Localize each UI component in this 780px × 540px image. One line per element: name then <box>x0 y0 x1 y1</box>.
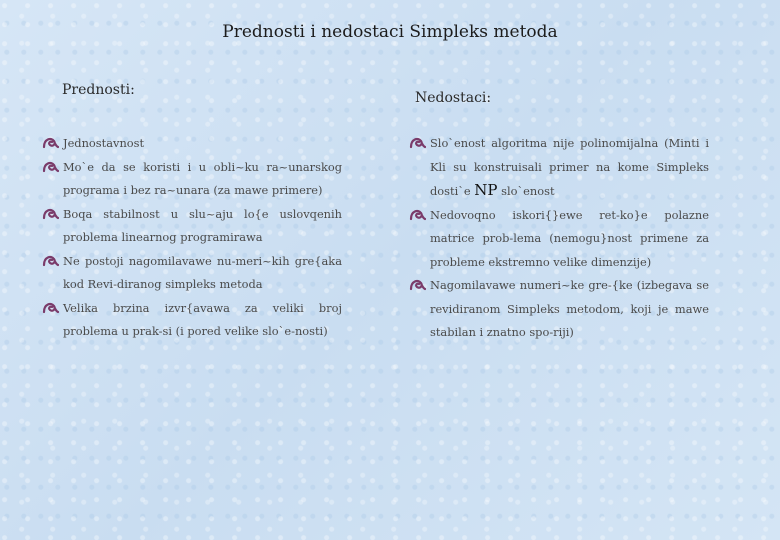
advantage-item: Ne postoji nagomilavawe nu-meri~kih gre{aka kod Revi-diranog simpleks metoda <box>42 250 342 297</box>
bullet-icon <box>42 159 59 174</box>
bullet-icon <box>42 206 59 221</box>
bullet-icon <box>42 253 59 268</box>
bullet-icon <box>42 300 59 315</box>
advantage-item: Velika brzina izvr{avawa za veliki broj problema u prak-si (i pored velike slo`e-nosti) <box>42 297 342 344</box>
advantage-item: Jednostavnost <box>42 132 342 156</box>
bullet-icon <box>409 207 426 222</box>
advantages-heading: Prednosti: <box>62 82 135 98</box>
bullet-icon <box>409 277 426 292</box>
bullet-icon <box>409 135 426 150</box>
disadvantage-item: Slo`enost algoritma nije polinomijalna (Minti i Kli su konstruisali primer na kome Simpleks dosti`e NP slo`enost <box>409 132 709 204</box>
page-title: Prednosti i nedostaci Simpleks metoda <box>222 22 558 42</box>
disadvantages-heading: Nedostaci: <box>415 90 492 106</box>
advantage-item: Mo`e da se koristi i u obli~ku ra~unarskog programa i bez ra~unara (za mawe primere) <box>42 156 342 203</box>
disadvantage-item: Nedovoqno iskori{}ewe ret-ko}e polazne matrice prob-lema (nemogu}nost primene za probleme ekstremno velike dimenzije) <box>409 204 709 275</box>
advantage-item: Boqa stabilnost u slu~aju lo{e uslovqenih problema linearnog programirawa <box>42 203 342 250</box>
bullet-icon <box>42 135 59 150</box>
disadvantages-list <box>409 132 709 345</box>
disadvantage-item: Nagomilavawe numeri~ke gre-{ke (izbegava se revidiranom Simpleks metodom, koji je mawe stabilan i znatno spo-riji) <box>409 274 709 345</box>
advantages-list <box>42 132 342 344</box>
np-label: NP <box>474 181 498 199</box>
